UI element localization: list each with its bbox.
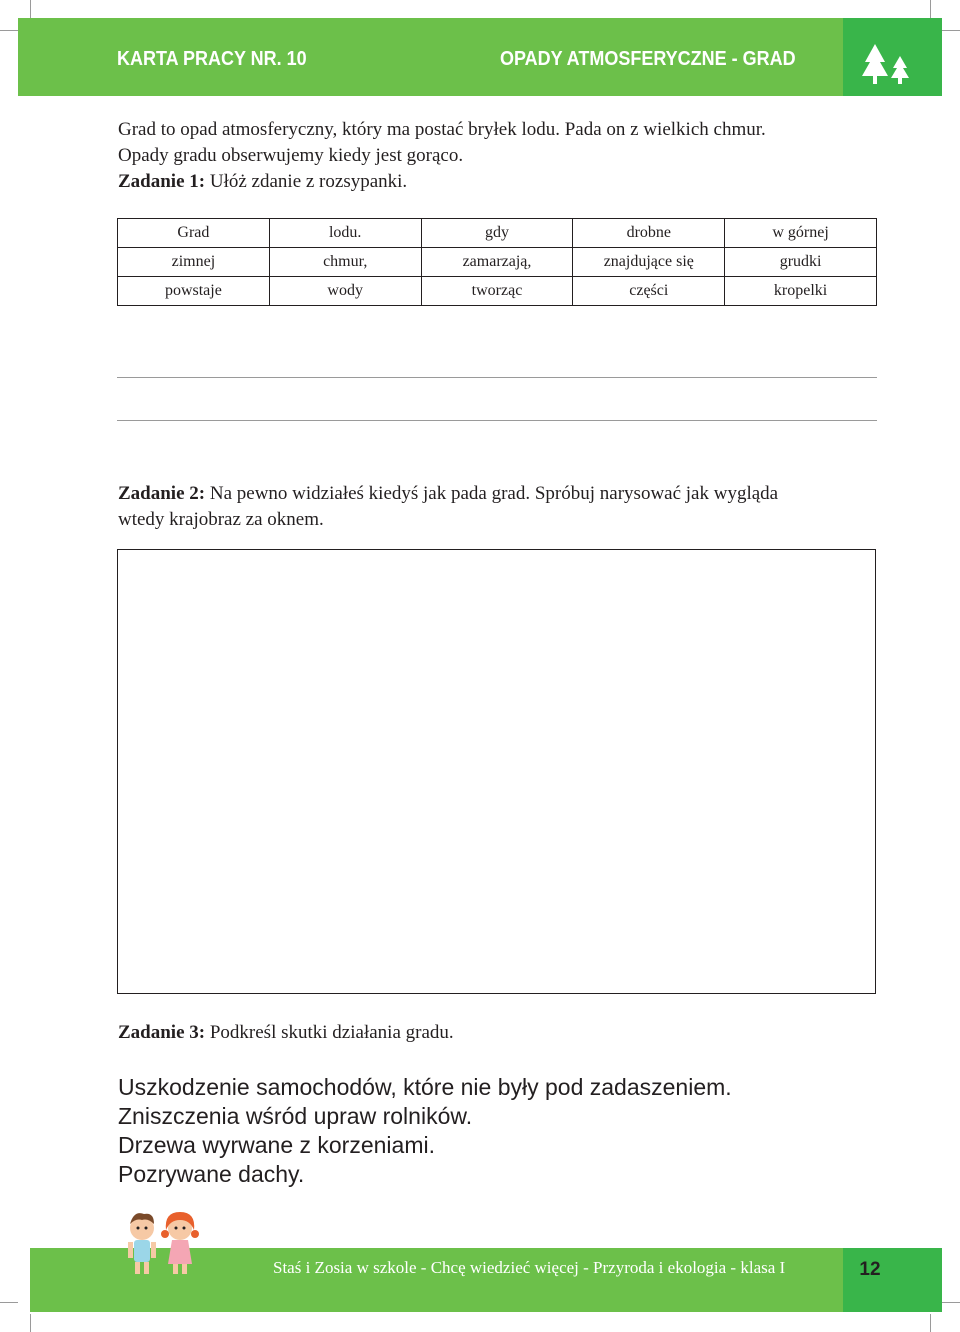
intro-text: [118, 117, 766, 195]
task-3-label: Zadanie 3:: [118, 1022, 206, 1043]
effect-item[interactable]: Uszkodzenie samochodów, które nie były pod zadaszeniem.: [118, 1074, 732, 1100]
word-scramble-table: [117, 218, 877, 306]
task-1-label: Zadanie 1:: [118, 171, 206, 192]
task-1-text: Ułóż zdanie z rozsypanki.: [205, 171, 408, 192]
table-row: [118, 248, 877, 277]
footer-series-title: Staś i Zosia w szkole - Chcę wiedzieć więcej - Przyroda i ekologia - klasa I: [273, 1258, 786, 1277]
task-1-instruction: [118, 169, 766, 195]
crop-mark: [942, 1302, 960, 1303]
intro-line-2: Opady gradu obserwujemy kiedy jest gorąco.: [118, 145, 464, 166]
word-cell: w górnej: [725, 219, 877, 248]
word-cell: tworząc: [421, 277, 573, 306]
children-illustration: [120, 1208, 216, 1283]
word-cell: znajdujące się: [573, 248, 725, 277]
worksheet-topic: OPADY ATMOSFERYCZNE - GRAD: [500, 48, 796, 70]
crop-mark: [0, 1302, 18, 1303]
crop-mark: [30, 0, 31, 18]
word-cell: chmur,: [269, 248, 421, 277]
hail-effects-list: [118, 1073, 732, 1189]
drawing-area[interactable]: [117, 549, 876, 994]
worksheet-number: KARTA PRACY NR. 10: [117, 48, 307, 70]
crop-mark: [930, 0, 931, 18]
table-row: [118, 219, 877, 248]
word-cell: wody: [269, 277, 421, 306]
answer-line[interactable]: [117, 377, 877, 378]
word-cell: lodu.: [269, 219, 421, 248]
answer-line[interactable]: [117, 420, 877, 421]
intro-line-1: Grad to opad atmosferyczny, który ma postać bryłek lodu. Pada on z wielkich chmur.: [118, 119, 766, 140]
task-2-instruction: [118, 481, 778, 533]
task-3-instruction: [118, 1020, 454, 1046]
effect-item[interactable]: Pozrywane dachy.: [118, 1161, 305, 1187]
crop-mark: [30, 1314, 31, 1332]
word-cell: grudki: [725, 248, 877, 277]
task-2-label: Zadanie 2:: [118, 483, 206, 504]
crop-mark: [0, 30, 18, 31]
word-cell: gdy: [421, 219, 573, 248]
word-cell: powstaje: [118, 277, 270, 306]
task-3-text: Podkreśl skutki działania gradu.: [205, 1022, 454, 1043]
word-cell: drobne: [573, 219, 725, 248]
word-cell: Grad: [118, 219, 270, 248]
word-cell: zamarzają,: [421, 248, 573, 277]
word-cell: zimnej: [118, 248, 270, 277]
word-cell: kropelki: [725, 277, 877, 306]
page-number: 12: [859, 1259, 881, 1280]
header-icon-panel: [843, 18, 942, 96]
effect-item[interactable]: Drzewa wyrwane z korzeniami.: [118, 1132, 435, 1158]
table-row: [118, 277, 877, 306]
effect-item[interactable]: Zniszczenia wśród upraw rolników.: [118, 1103, 473, 1129]
task-2-text-line-1: Na pewno widziałeś kiedyś jak pada grad. Spróbuj narysować jak wygląda: [205, 483, 779, 504]
task-2-text-line-2: wtedy krajobraz za oknem.: [118, 509, 324, 530]
crop-mark: [930, 1314, 931, 1332]
crop-mark: [942, 30, 960, 31]
word-cell: części: [573, 277, 725, 306]
pine-trees-icon: [843, 18, 942, 96]
